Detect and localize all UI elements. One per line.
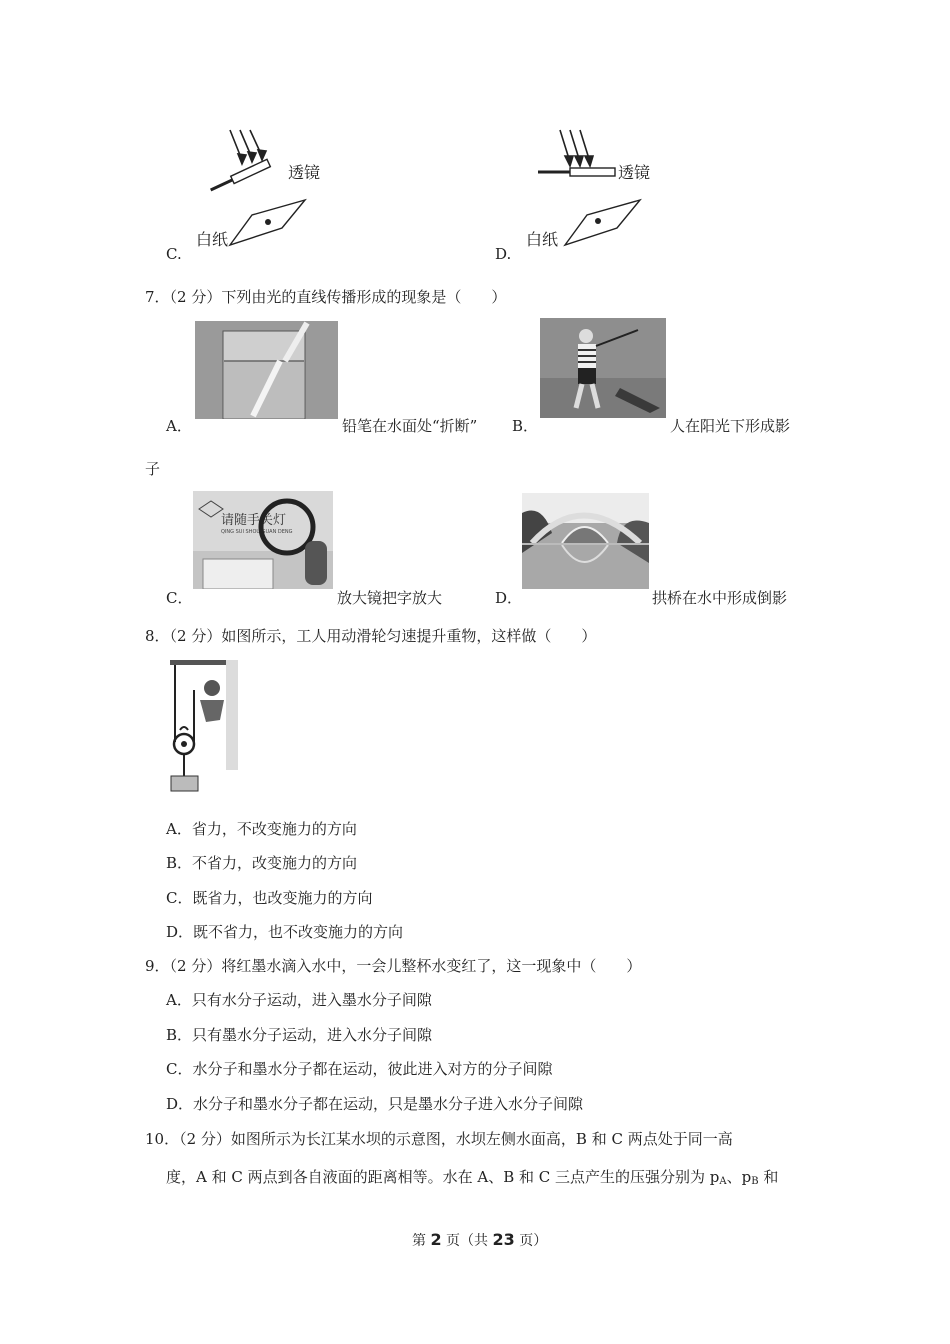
page-footer: 第 2 页（共 23 页） [412,1230,548,1249]
q8-stem: 8．（2 分）如图所示，工人用动滑轮匀速提升重物，这样做（ ） [145,627,597,645]
option-letter: C． [166,589,193,607]
pulley-diagram [168,660,240,792]
option-letter: D. [495,245,512,263]
lens-label: 透镜 [618,163,651,182]
option-letter: D． [495,589,523,607]
q9-stem: 9．（2 分）将红墨水滴入水中，一会儿整杯水变红了，这一现象中（ ） [145,957,642,975]
paper-label: 白纸 [196,230,229,249]
q9-option: B．只有墨水分子运动，进入水分子间隙 [166,1026,433,1044]
q9-option: C．水分子和墨水分子都在运动，彼此进入对方的分子间隙 [166,1060,553,1078]
q7-option-a-text: 铅笔在水面处“折断” [342,417,478,435]
paper-label: 白纸 [526,230,559,249]
option-letter: B． [512,417,539,435]
option-letter: C. [166,245,182,263]
q10-line-1: 10．（2 分）如图所示为长江某水坝的示意图，水坝左侧水面高，B 和 C 两点处于同一高 [145,1130,733,1148]
sign-pinyin: QING SUI SHOU GUAN DENG [221,529,293,535]
lens-label: 透镜 [288,163,321,182]
golfer-image [540,318,666,418]
q8-option: B．不省力，改变施力的方向 [166,854,358,872]
q7-stem: 7．（2 分）下列由光的直线传播形成的现象是（ ） [145,288,507,306]
page-number: 2 [430,1230,442,1249]
q8-option: C．既省力，也改变施力的方向 [166,889,373,907]
q9-option: A．只有水分子运动，进入墨水分子间隙 [166,991,432,1009]
sign-text: 请随手关灯 [221,513,287,528]
q7-option-b-wrap: 子 [145,460,161,478]
magnifier-image [193,491,333,589]
q9-option: D．水分子和墨水分子都在运动，只是墨水分子进入水分子间隙 [166,1095,584,1113]
arch-bridge-image [522,493,649,589]
q7-option-c-text: 放大镜把字放大 [337,589,443,607]
option-letter: A． [166,417,192,435]
beaker-pencil-image [195,321,338,419]
q7-option-d-text: 拱桥在水中形成倒影 [652,589,788,607]
q10-line-2: 度，A 和 C 两点到各自液面的距离相等。水在 A、B 和 C 三点产生的压强分别为 $p_A$、$p_B$ 和 [166,1168,779,1187]
q8-option: A．省力，不改变施力的方向 [166,820,357,838]
q7-option-b-text: 人在阳光下形成影 [670,417,791,435]
total-pages: 23 [492,1230,515,1249]
q8-option: D．既不省力，也不改变施力的方向 [166,923,404,941]
